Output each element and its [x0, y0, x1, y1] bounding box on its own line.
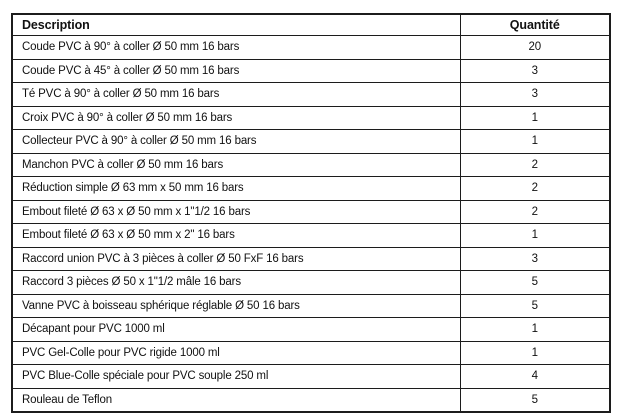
quantity-cell: 5	[460, 388, 610, 412]
quantity-cell: 1	[460, 318, 610, 342]
description-cell: Coude PVC à 90° à coller Ø 50 mm 16 bars	[12, 36, 460, 60]
quantity-cell: 1	[460, 341, 610, 365]
description-cell: PVC Gel-Colle pour PVC rigide 1000 ml	[12, 341, 460, 365]
description-cell: Collecteur PVC à 90° à coller Ø 50 mm 16 bars	[12, 130, 460, 154]
quantity-cell: 4	[460, 365, 610, 389]
table-row	[12, 341, 610, 365]
description-cell: Té PVC à 90° à coller Ø 50 mm 16 bars	[12, 83, 460, 107]
quantity-cell: 3	[460, 247, 610, 271]
table-row	[12, 106, 610, 130]
table-row	[12, 318, 610, 342]
header-row	[12, 14, 610, 36]
description-cell: Coude PVC à 45° à coller Ø 50 mm 16 bars	[12, 59, 460, 83]
table-row	[12, 224, 610, 248]
table-row	[12, 153, 610, 177]
description-cell: Croix PVC à 90° à coller Ø 50 mm 16 bars	[12, 106, 460, 130]
description-cell: Rouleau de Teflon	[12, 388, 460, 412]
table-row	[12, 247, 610, 271]
table-header	[12, 14, 610, 36]
table-row	[12, 36, 610, 60]
description-cell: Manchon PVC à coller Ø 50 mm 16 bars	[12, 153, 460, 177]
table-body	[12, 36, 610, 413]
materials-table	[11, 13, 611, 413]
table-row	[12, 388, 610, 412]
table-row	[12, 83, 610, 107]
quantity-cell: 5	[460, 271, 610, 295]
description-cell: Embout fileté Ø 63 x Ø 50 mm x 2" 16 bars	[12, 224, 460, 248]
quantity-cell: 1	[460, 106, 610, 130]
table-row	[12, 200, 610, 224]
quantity-cell: 1	[460, 224, 610, 248]
description-cell: Décapant pour PVC 1000 ml	[12, 318, 460, 342]
description-cell: Raccord 3 pièces Ø 50 x 1"1/2 mâle 16 bars	[12, 271, 460, 295]
table-row	[12, 271, 610, 295]
description-cell: Raccord union PVC à 3 pièces à coller Ø 50 FxF 16 bars	[12, 247, 460, 271]
quantity-cell: 3	[460, 59, 610, 83]
table-row	[12, 130, 610, 154]
quantity-cell: 2	[460, 177, 610, 201]
quantity-cell: 2	[460, 200, 610, 224]
table-row	[12, 177, 610, 201]
column-header-description: Description	[12, 14, 460, 36]
quantity-cell: 3	[460, 83, 610, 107]
description-cell: Embout fileté Ø 63 x Ø 50 mm x 1"1/2 16 bars	[12, 200, 460, 224]
table-row	[12, 365, 610, 389]
table-row	[12, 294, 610, 318]
description-cell: PVC Blue-Colle spéciale pour PVC souple 250 ml	[12, 365, 460, 389]
description-cell: Vanne PVC à boisseau sphérique réglable Ø 50 16 bars	[12, 294, 460, 318]
quantity-cell: 1	[460, 130, 610, 154]
quantity-cell: 2	[460, 153, 610, 177]
description-cell: Réduction simple Ø 63 mm x 50 mm 16 bars	[12, 177, 460, 201]
column-header-quantity: Quantité	[460, 14, 610, 36]
quantity-cell: 20	[460, 36, 610, 60]
quantity-cell: 5	[460, 294, 610, 318]
table-row	[12, 59, 610, 83]
